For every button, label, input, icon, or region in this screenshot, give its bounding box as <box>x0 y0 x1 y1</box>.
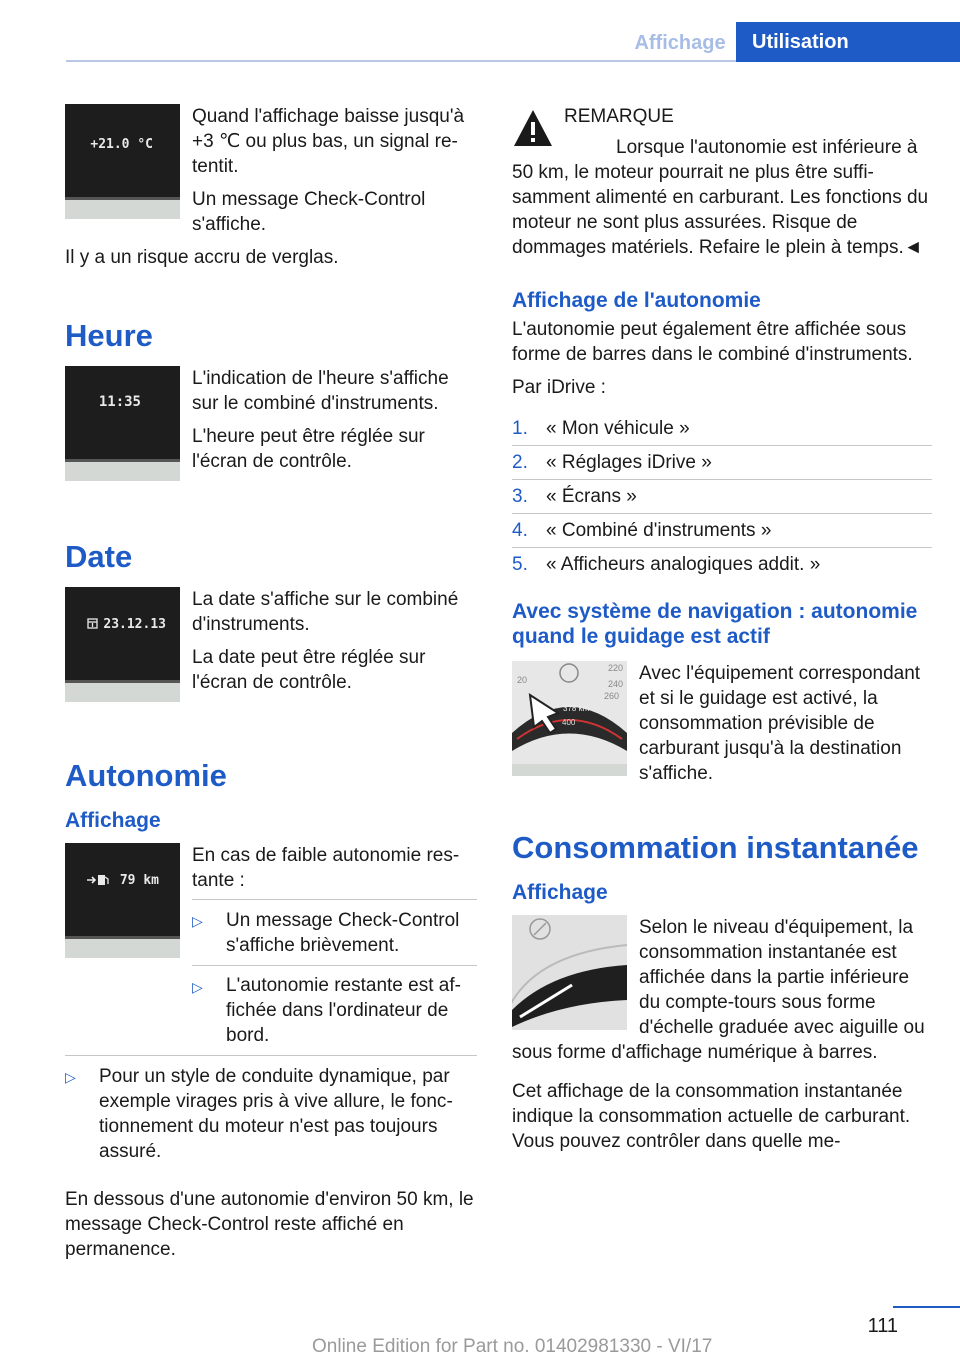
triangle-bullet-icon: ▷ <box>192 913 203 929</box>
temp-paragraph-1: Quand l'affichage baisse jusqu'à +3 ℃ ou plus bas, un signal retentit. <box>192 106 465 177</box>
consumption-gauge-image <box>512 915 627 1030</box>
date-display-value: 23.12.13 <box>103 617 166 632</box>
subheading-navigation-range: Avec système de navigation : autonomie quand le guidage est actif <box>512 600 918 648</box>
list-item: 5. « Afficheurs analogiques addit. » <box>512 547 932 581</box>
date-display-image <box>65 587 180 702</box>
gauge-tick-label: 400 <box>562 718 576 727</box>
heading-autonomie: Autonomie <box>65 758 227 793</box>
temp-paragraph-2: Un message Check-Control s'affiche. <box>192 189 426 235</box>
autonomie-paragraph-end: En dessous d'une autonomie d'environ 50 km, le message Check-Control reste affiché en permanence. <box>65 1189 474 1260</box>
footer-rule <box>893 1306 960 1308</box>
subheading-conso-affichage: Affichage <box>512 881 608 904</box>
navigation-block <box>512 661 932 786</box>
heading-heure: Heure <box>65 318 153 353</box>
header-section-label: Affichage <box>634 32 726 54</box>
triangle-bullet-icon: ▷ <box>65 1069 76 1085</box>
aff-autonomie-paragraph-1: L'autonomie peut également être affichée sous forme de barres dans le combiné d'instruments. <box>512 319 913 365</box>
heading-date: Date <box>65 539 133 574</box>
gauge-tick-label: 20 <box>517 675 528 685</box>
temperature-block <box>65 104 477 245</box>
list-item: 4. « Combiné d'instruments » <box>512 513 932 547</box>
list-item: 1. « Mon véhicule » <box>512 418 690 439</box>
header-chapter-tab: Utilisation <box>736 22 960 62</box>
consommation-block <box>512 915 932 1154</box>
remark-text: Lorsque l'autonomie est inférieure à 50 km, le moteur pourrait ne plus être suffisamment alimenté en carburant. Les fonctions du moteur ne sont plus assurées. Risque de dommages matériels. Refaire le plein à temps.◄ <box>512 137 929 258</box>
clock-display-image <box>65 366 180 481</box>
triangle-bullet-icon: ▷ <box>192 979 203 995</box>
aff-autonomie-paragraph-2: Par iDrive : <box>512 377 606 398</box>
temperature-display-image <box>65 104 180 219</box>
date-paragraph-2: La date peut être réglée sur l'écran de contrôle. <box>192 647 426 693</box>
gauge-tick-label: 260 <box>604 691 620 701</box>
warning-icon <box>512 108 554 150</box>
left-column <box>65 104 477 1262</box>
autonomie-block <box>65 843 477 1055</box>
list-item: ▷ Un message Check-Control s'affiche brièvement. <box>192 899 477 965</box>
heading-consommation: Consommation instantanée <box>512 830 919 865</box>
list-item: 2. « Réglages iDrive » <box>512 445 932 479</box>
subheading-affichage: Affichage <box>65 809 161 832</box>
idrive-steps-list <box>512 412 932 581</box>
list-item: ▷ Pour un style de conduite dynamique, par exemple virages pris à vive allure, le fonctionnement du moteur n'est pas toujours assuré. <box>65 1055 477 1171</box>
conso-paragraph-1: Selon le niveau d'équipement, la consommation instantanée est affichée dans la partie inférieure du compte-tours sous forme d'échelle graduée avec aiguille ou sous forme d'affichage numérique à barres. <box>512 917 925 1063</box>
list-item: ▷ L'autonomie restante est affichée dans l'ordinateur de bord. <box>192 965 477 1055</box>
autonomie-paragraph-1: En cas de faible autonomie restante : <box>192 845 460 891</box>
gauge-tick-label: 240 <box>608 679 624 689</box>
navigation-paragraph: Avec l'équipement correspondant et si le guidage est activé, la consommation prévisible de carburant jusqu'à la destination s'affiche. <box>639 663 921 784</box>
subheading-affichage-autonomie: Affichage de l'autonomie <box>512 289 761 312</box>
autonomie-inner-bullets <box>192 899 477 1055</box>
gauge-tick-label: 220 <box>608 663 624 673</box>
temp-paragraph-3: Il y a un risque accru de verglas. <box>65 247 339 268</box>
list-item: 3. « Écrans » <box>512 479 932 513</box>
heure-paragraph-2: L'heure peut être réglée sur l'écran de contrôle. <box>192 426 425 472</box>
right-column <box>512 104 932 1154</box>
autonomie-outer-bullets <box>65 1055 477 1171</box>
heure-paragraph-1: L'indication de l'heure s'affiche sur le combiné d'instruments. <box>192 368 449 414</box>
date-paragraph-1: La date s'affiche sur le combiné d'instruments. <box>192 589 459 635</box>
remark-block <box>512 104 932 260</box>
navigation-gauge-image <box>512 661 627 776</box>
page-number: 111 <box>867 1315 898 1337</box>
footer-edition: Online Edition for Part no. 01402981330 - VI/17 <box>312 1336 713 1357</box>
range-display-image <box>65 843 180 958</box>
temperature-display-value: +21.0 °C <box>90 137 153 152</box>
clock-display-value: 11:35 <box>98 394 141 410</box>
date-block <box>65 587 477 708</box>
gauge-value: 378 km <box>563 704 590 713</box>
heure-block <box>65 366 477 487</box>
range-display-value: 79 km <box>119 873 159 888</box>
conso-paragraph-2: Cet affichage de la consommation instantanée indique la consommation actuelle de carburant. Vous pouvez contrôler dans quelle me- <box>512 1081 911 1152</box>
remark-title: REMARQUE <box>564 106 674 127</box>
